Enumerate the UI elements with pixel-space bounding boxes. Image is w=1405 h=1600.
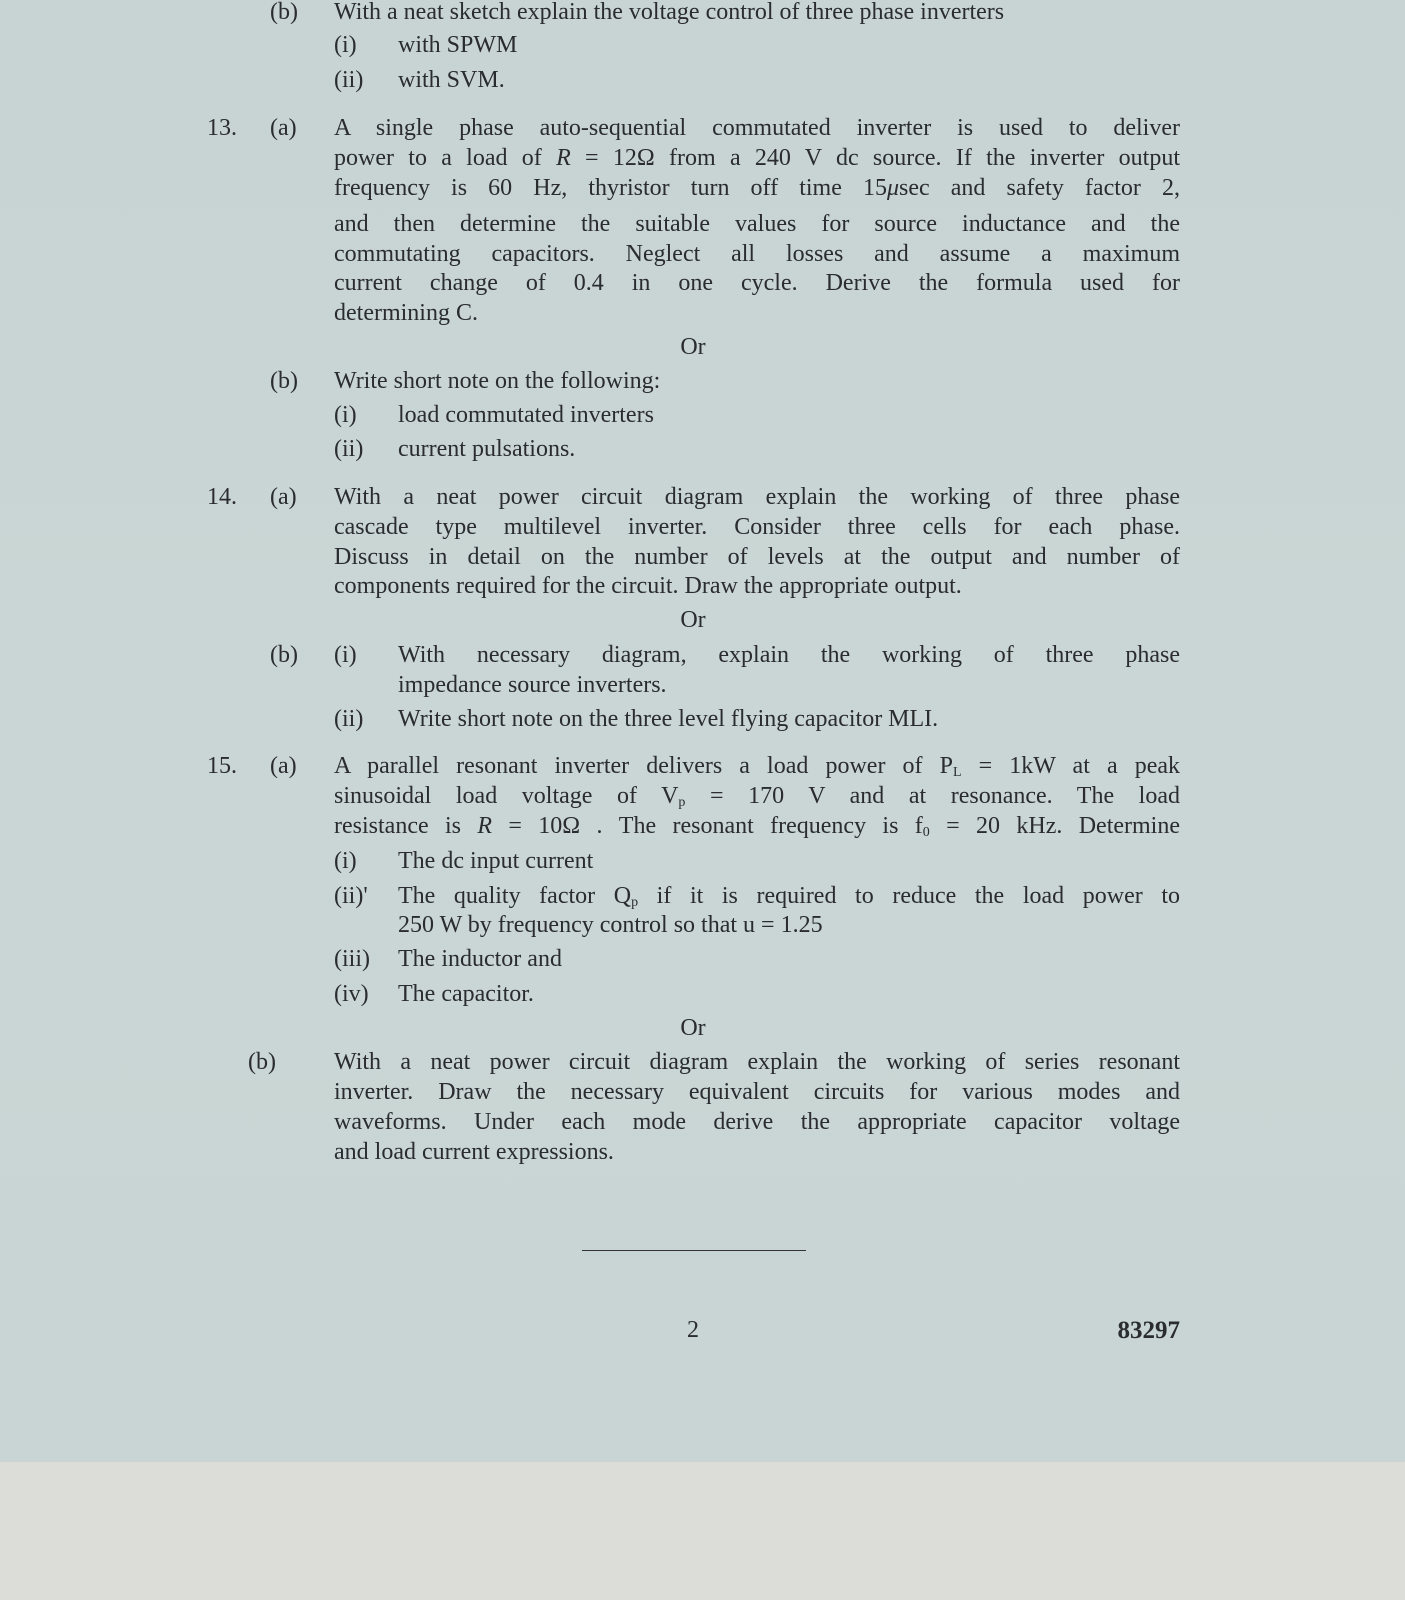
q15b-line: With a neat power circuit diagram explain the working of series resonant <box>334 1049 1180 1075</box>
q13a-line <box>334 173 1180 203</box>
formula-var: μ <box>886 175 900 201</box>
item-line <box>398 881 1180 911</box>
q12b-label: (b) <box>270 0 298 25</box>
item-num: (ii) <box>334 436 364 462</box>
text: = 20 kHz. Determine <box>929 813 1181 839</box>
q12b-text: With a neat sketch explain the voltage control of three phase inverters <box>334 0 1005 25</box>
text: = 1kW at a peak <box>961 753 1181 779</box>
item-line: Write short note on the three level flying capacitor MLI. <box>398 706 939 732</box>
subscript: p <box>678 795 686 810</box>
formula-var: R <box>556 145 571 171</box>
q13a-line: and then determine the suitable values for source inductance and the <box>334 211 1180 237</box>
q12b-item-text: with SPWM <box>398 32 518 58</box>
q13a-line: determining C. <box>334 300 478 326</box>
item-num: (iv) <box>334 981 369 1007</box>
q14a-line: Discuss in detail on the number of levels at the output and number of <box>334 544 1180 570</box>
q12b-item-num: (ii) <box>334 67 364 93</box>
q15a-line <box>334 781 1180 811</box>
text: = 170 V and at resonance. The load <box>685 783 1180 809</box>
q13a-line: current change of 0.4 in one cycle. Derive the formula used for <box>334 270 1180 296</box>
q12b-item-num: (i) <box>334 32 357 58</box>
part-label: (b) <box>270 642 298 668</box>
formula-var: R <box>477 813 493 839</box>
item-num: (ii)' <box>334 883 368 909</box>
text: The quality factor Q <box>398 883 632 909</box>
q14a-line: cascade type multilevel inverter. Consider three cells for each phase. <box>334 514 1180 540</box>
part-label: (b) <box>270 368 298 394</box>
or-separator: Or <box>680 1015 706 1041</box>
or-separator: Or <box>680 334 706 360</box>
item-num: (i) <box>334 402 357 428</box>
q15b-line: inverter. Draw the necessary equivalent circuits for various modes and <box>334 1079 1180 1105</box>
question-number: 13. <box>207 115 237 141</box>
item-num: (ii) <box>334 706 364 732</box>
item-text: load commutated inverters <box>398 402 654 428</box>
part-label: (a) <box>270 115 297 141</box>
text: frequency is 60 Hz, thyristor turn off time 15 <box>334 175 887 201</box>
part-label: (a) <box>270 753 297 779</box>
text: resistance is <box>334 813 478 839</box>
q15b-line: waveforms. Under each mode derive the appropriate capacitor voltage <box>334 1109 1180 1135</box>
item-line: impedance source inverters. <box>398 672 667 698</box>
q13a-line: commutating capacitors. Neglect all losses and assume a maximum <box>334 241 1180 267</box>
item-num: (iii) <box>334 946 370 972</box>
q15a-line <box>334 751 1180 781</box>
part-label: (b) <box>248 1049 276 1075</box>
q15b-line: and load current expressions. <box>334 1139 614 1165</box>
item-line: The inductor and <box>398 946 562 972</box>
text: power to a load of <box>334 145 557 171</box>
text: = 10Ω . The resonant frequency is f <box>492 813 923 839</box>
item-line: The capacitor. <box>398 981 534 1007</box>
or-separator: Or <box>680 607 706 633</box>
subscript: L <box>952 765 962 780</box>
q13b-text: Write short note on the following: <box>334 368 661 394</box>
page-number: 2 <box>687 1317 699 1343</box>
text: sinusoidal load voltage of V <box>334 783 679 809</box>
item-num: (i) <box>334 642 357 668</box>
text: sec and safety factor 2, <box>899 175 1180 201</box>
part-label: (a) <box>270 484 297 510</box>
item-text: current pulsations. <box>398 436 576 462</box>
subscript: 0 <box>922 825 930 840</box>
q12b-item-text: with SVM. <box>398 67 505 93</box>
text: = 12Ω from a 240 V dc source. If the inverter output <box>570 145 1181 171</box>
question-number: 15. <box>207 753 237 779</box>
q14a-line: components required for the circuit. Draw the appropriate output. <box>334 573 962 599</box>
q15a-line <box>334 811 1180 841</box>
q13a-line: A single phase auto-sequential commutated inverter is used to deliver <box>334 115 1180 141</box>
item-line: The dc input current <box>398 848 594 874</box>
q13a-line <box>334 143 1180 173</box>
item-line: With necessary diagram, explain the working of three phase <box>398 642 1180 668</box>
paper-code: 83297 <box>1117 1317 1180 1344</box>
subscript: p <box>631 895 639 910</box>
text: A parallel resonant inverter delivers a load power of P <box>334 753 953 779</box>
text: if it is required to reduce the load power to <box>638 883 1180 909</box>
end-rule <box>582 1250 806 1251</box>
item-num: (i) <box>334 848 357 874</box>
question-number: 14. <box>207 484 237 510</box>
q14a-line: With a neat power circuit diagram explain the working of three phase <box>334 484 1180 510</box>
item-line: 250 W by frequency control so that u = 1.25 <box>398 912 823 938</box>
